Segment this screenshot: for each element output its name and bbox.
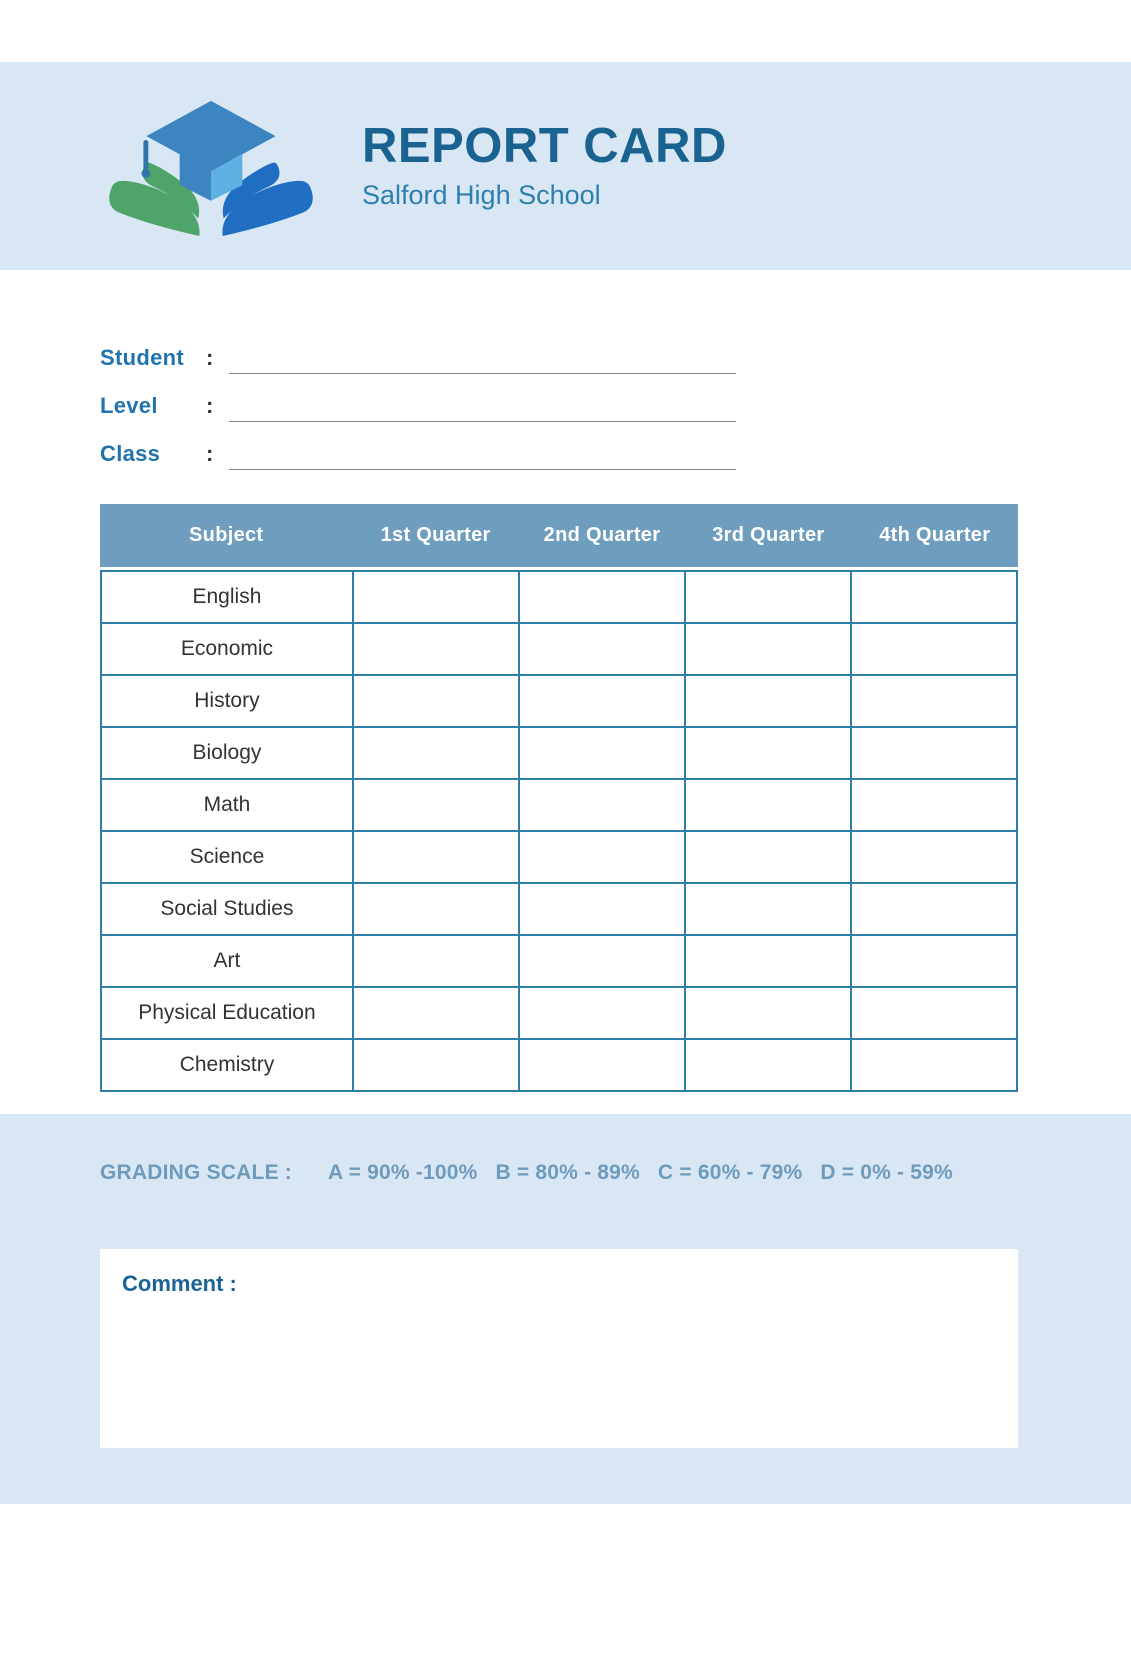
grading-scale: [100, 1161, 1131, 1185]
subject-cell: English: [101, 571, 353, 623]
grade-cell-q1[interactable]: [353, 675, 519, 727]
bottom-band: [0, 1114, 1131, 1504]
column-header-q3: 3rd Quarter: [712, 524, 825, 546]
grade-cell-q2[interactable]: [519, 935, 685, 987]
grading-scale-label: GRADING SCALE :: [100, 1161, 292, 1184]
grade-cell-q1[interactable]: [353, 623, 519, 675]
grade-cell-q4[interactable]: [851, 1039, 1017, 1091]
subject-cell: History: [101, 675, 353, 727]
grade-cell-q3[interactable]: [685, 883, 851, 935]
column-header-q4: 4th Quarter: [879, 524, 991, 546]
comment-label: Comment :: [122, 1271, 237, 1296]
grade-cell-q3[interactable]: [685, 623, 851, 675]
grade-cell-q4[interactable]: [851, 779, 1017, 831]
table-row: [101, 779, 1017, 831]
student-input[interactable]: [229, 342, 736, 374]
grade-cell-q2[interactable]: [519, 831, 685, 883]
grade-cell-q1[interactable]: [353, 779, 519, 831]
student-field-row: [100, 326, 736, 374]
grade-cell-q2[interactable]: [519, 987, 685, 1039]
page-title: REPORT CARD: [362, 119, 727, 174]
table-row: [101, 1039, 1017, 1091]
column-header-q2: 2nd Quarter: [543, 524, 661, 546]
grade-cell-q4[interactable]: [851, 831, 1017, 883]
grade-cell-q1[interactable]: [353, 571, 519, 623]
grade-cell-q2[interactable]: [519, 675, 685, 727]
grade-cell-q4[interactable]: [851, 987, 1017, 1039]
subject-cell: Science: [101, 831, 353, 883]
grade-cell-q4[interactable]: [851, 623, 1017, 675]
grading-scale-item-b: B = 80% - 89%: [495, 1161, 640, 1184]
grade-cell-q1[interactable]: [353, 935, 519, 987]
comment-box: [100, 1249, 1018, 1448]
field-colon: :: [206, 345, 214, 370]
comment-input[interactable]: [122, 1305, 994, 1433]
subject-cell: Art: [101, 935, 353, 987]
school-name: Salford High School: [362, 179, 601, 210]
subject-cell: Biology: [101, 727, 353, 779]
grade-cell-q4[interactable]: [851, 571, 1017, 623]
grade-cell-q2[interactable]: [519, 727, 685, 779]
grade-cell-q3[interactable]: [685, 779, 851, 831]
grade-cell-q2[interactable]: [519, 623, 685, 675]
subject-cell: Social Studies: [101, 883, 353, 935]
header-band: [0, 62, 1131, 270]
table-row: [101, 623, 1017, 675]
grade-cell-q4[interactable]: [851, 727, 1017, 779]
grading-scale-item-d: D = 0% - 59%: [820, 1161, 953, 1184]
grade-cell-q3[interactable]: [685, 727, 851, 779]
grades-table: [100, 504, 1018, 1092]
grade-cell-q3[interactable]: [685, 987, 851, 1039]
grade-cell-q4[interactable]: [851, 675, 1017, 727]
field-colon: :: [206, 441, 214, 466]
grade-cell-q1[interactable]: [353, 883, 519, 935]
grade-cell-q3[interactable]: [685, 831, 851, 883]
field-colon: :: [206, 393, 214, 418]
student-info-block: [100, 326, 736, 470]
table-row: [101, 675, 1017, 727]
table-row: [101, 831, 1017, 883]
class-label: Class: [100, 441, 161, 466]
grade-cell-q1[interactable]: [353, 987, 519, 1039]
level-label: Level: [100, 393, 158, 418]
subject-cell: Physical Education: [101, 987, 353, 1039]
column-header-subject: Subject: [189, 524, 264, 546]
subject-cell: Economic: [101, 623, 353, 675]
grade-cell-q3[interactable]: [685, 571, 851, 623]
table-row: [101, 935, 1017, 987]
grades-table-header: [100, 504, 1018, 567]
title-block: [362, 121, 727, 210]
grades-table-body: [101, 571, 1017, 1091]
table-row: [101, 727, 1017, 779]
grade-cell-q2[interactable]: [519, 571, 685, 623]
grade-cell-q3[interactable]: [685, 1039, 851, 1091]
column-header-q1: 1st Quarter: [380, 524, 491, 546]
class-field-row: [100, 422, 736, 470]
grade-cell-q2[interactable]: [519, 883, 685, 935]
level-input[interactable]: [229, 390, 736, 422]
subject-cell: Chemistry: [101, 1039, 353, 1091]
grading-scale-item-c: C = 60% - 79%: [657, 1161, 803, 1184]
grade-cell-q4[interactable]: [851, 883, 1017, 935]
grade-cell-q4[interactable]: [851, 935, 1017, 987]
level-field-row: [100, 374, 736, 422]
grading-scale-item-a: A = 90% -100%: [328, 1161, 478, 1184]
grade-cell-q2[interactable]: [519, 779, 685, 831]
table-row: [101, 987, 1017, 1039]
school-logo-icon: [102, 95, 320, 237]
class-input[interactable]: [229, 438, 736, 470]
subject-cell: Math: [101, 779, 353, 831]
grade-cell-q1[interactable]: [353, 1039, 519, 1091]
grade-cell-q3[interactable]: [685, 935, 851, 987]
grade-cell-q3[interactable]: [685, 675, 851, 727]
table-row: [101, 883, 1017, 935]
grade-cell-q2[interactable]: [519, 1039, 685, 1091]
student-label: Student: [100, 345, 184, 370]
grade-cell-q1[interactable]: [353, 727, 519, 779]
grade-cell-q1[interactable]: [353, 831, 519, 883]
table-row: [101, 571, 1017, 623]
